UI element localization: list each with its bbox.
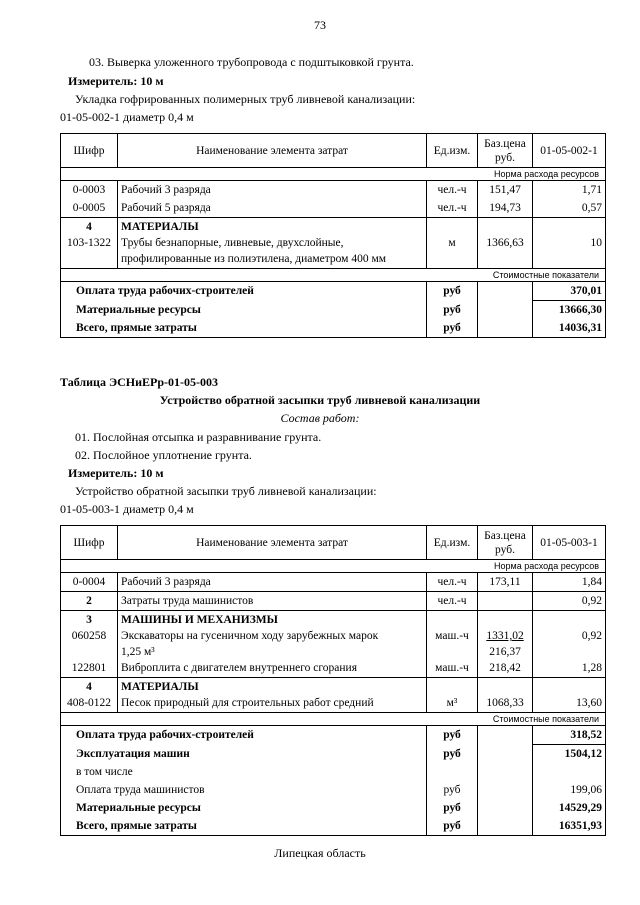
total-value: 14036,31 xyxy=(533,319,606,338)
total-unit: руб xyxy=(427,301,478,320)
header-name: Наименование элемента затрат xyxy=(118,526,427,560)
total-label: Оплата труда машинистов xyxy=(61,781,427,799)
machine-price-secondary: 216,37 xyxy=(489,646,521,658)
header-unit: Ед.изм. xyxy=(427,134,478,168)
total-label: Материальные ресурсы xyxy=(61,799,427,817)
total-row xyxy=(61,301,606,320)
row-code: 0-0005 xyxy=(61,199,118,218)
row-code: 2 xyxy=(61,592,118,611)
resource-table-2 xyxy=(60,525,606,836)
material-code: 103-1322 xyxy=(66,237,112,249)
header-code: Шифр xyxy=(61,134,118,168)
material-row xyxy=(61,218,606,269)
machine-value: 1,28 xyxy=(581,662,602,674)
header-code: Шифр xyxy=(61,526,118,560)
total-unit: руб xyxy=(427,726,478,745)
norm-label: Норма расхода ресурсов xyxy=(61,168,606,181)
row-price: 151,47 xyxy=(478,181,533,200)
norm-label: Норма расхода ресурсов xyxy=(61,560,606,573)
row-name: Рабочий 5 разряда xyxy=(118,199,427,218)
total-value: 370,01 xyxy=(533,282,606,301)
machine-name-cont: 1,25 м³ xyxy=(121,646,155,658)
machine-unit: маш.-ч xyxy=(435,662,469,674)
machine-code: 060258 xyxy=(71,630,107,642)
cost-label: Стоимостные показатели xyxy=(61,269,606,282)
total-row xyxy=(61,781,606,799)
code-line: 01-05-003-1 диаметр 0,4 м xyxy=(60,502,194,516)
total-unit: руб xyxy=(427,282,478,301)
row-price xyxy=(478,592,533,611)
total-row xyxy=(61,726,606,745)
total-unit: руб xyxy=(427,745,478,764)
group-title: МАТЕРИАЛЫ xyxy=(121,681,199,693)
material-code: 408-0122 xyxy=(66,697,112,709)
material-unit: м xyxy=(448,237,456,249)
code-line: 01-05-002-1 диаметр 0,4 м xyxy=(60,110,194,124)
header-rate: 01-05-002-1 xyxy=(533,134,606,168)
section-description: Укладка гофрированных полимерных труб ливневой канализации: xyxy=(75,92,416,106)
work-step: 02. Послойное уплотнение грунта. xyxy=(75,448,252,462)
table-row xyxy=(61,573,606,592)
machine-unit: маш.-ч xyxy=(435,630,469,642)
meter-label: Измеритель: 10 м xyxy=(68,466,164,480)
material-price: 1068,33 xyxy=(486,697,524,709)
total-row xyxy=(61,763,606,781)
total-label: Всего, прямые затраты xyxy=(61,817,427,836)
total-row xyxy=(61,799,606,817)
total-unit: руб xyxy=(427,319,478,338)
total-unit: руб xyxy=(427,781,478,799)
total-value: 318,52 xyxy=(533,726,606,745)
total-label: Оплата труда рабочих-строителей xyxy=(61,282,427,301)
header-unit: Ед.изм. xyxy=(427,526,478,560)
machine-name: Экскаваторы на гусеничном ходу зарубежных марок xyxy=(121,630,379,642)
meter-label: Измеритель: 10 м xyxy=(68,74,164,88)
total-unit: руб xyxy=(427,799,478,817)
header-price: Баз.цена руб. xyxy=(478,134,533,168)
row-unit: чел.-ч xyxy=(427,199,478,218)
row-price: 173,11 xyxy=(478,573,533,592)
row-code: 0-0003 xyxy=(61,181,118,200)
machine-code: 122801 xyxy=(71,662,107,674)
material-name: Трубы безнапорные, ливневые, двухслойные, xyxy=(121,237,344,249)
total-value: 16351,93 xyxy=(533,817,606,836)
machine-name: Виброплита с двигателем внутреннего сгорания xyxy=(121,662,357,674)
material-value: 13,60 xyxy=(576,697,602,709)
total-label: Всего, прямые затраты xyxy=(61,319,427,338)
row-code: 0-0004 xyxy=(61,573,118,592)
total-row xyxy=(61,319,606,338)
table-row xyxy=(61,199,606,218)
row-unit: чел.-ч xyxy=(427,573,478,592)
row-value: 0,92 xyxy=(533,592,606,611)
total-value: 199,06 xyxy=(533,781,606,799)
row-price: 194,73 xyxy=(478,199,533,218)
total-label: Эксплуатация машин xyxy=(61,745,427,764)
machine-price: 1331,02 xyxy=(486,630,524,642)
row-value: 1,71 xyxy=(533,181,606,200)
total-row xyxy=(61,282,606,301)
total-value: 13666,30 xyxy=(533,301,606,320)
material-price: 1366,63 xyxy=(486,237,524,249)
work-step: 01. Послойная отсыпка и разравнивание грунта. xyxy=(75,430,322,444)
total-unit: руб xyxy=(427,817,478,836)
row-unit: чел.-ч xyxy=(427,181,478,200)
resource-table-1 xyxy=(60,133,606,338)
row-value: 1,84 xyxy=(533,573,606,592)
header-name: Наименование элемента затрат xyxy=(118,134,427,168)
page-number: 73 xyxy=(314,18,326,32)
row-value: 0,57 xyxy=(533,199,606,218)
total-row xyxy=(61,745,606,764)
group-title: МАШИНЫ И МЕХАНИЗМЫ xyxy=(121,614,278,626)
material-row xyxy=(61,678,606,713)
including-label: в том числе xyxy=(61,763,427,781)
page-footer: Липецкая область xyxy=(274,846,366,860)
group-number: 3 xyxy=(86,614,92,626)
machine-price: 218,42 xyxy=(489,662,521,674)
total-value: 14529,29 xyxy=(533,799,606,817)
section-subheading: Состав работ: xyxy=(280,411,360,425)
section-heading: Устройство обратной засыпки труб ливневой канализации xyxy=(159,393,481,407)
row-unit: чел.-ч xyxy=(427,592,478,611)
group-number: 4 xyxy=(86,221,92,233)
total-label: Оплата труда рабочих-строителей xyxy=(61,726,427,745)
machines-group xyxy=(61,611,606,678)
total-row xyxy=(61,817,606,836)
material-unit: м³ xyxy=(446,697,458,709)
machine-value: 0,92 xyxy=(581,630,602,642)
work-item: 03. Выверка уложенного трубопровода с подштыковкой грунта. xyxy=(89,55,414,69)
row-name: Рабочий 3 разряда xyxy=(118,181,427,200)
group-title: МАТЕРИАЛЫ xyxy=(121,221,199,233)
total-value: 1504,12 xyxy=(533,745,606,764)
material-name-cont: профилированные из полиэтилена, диаметром 400 мм xyxy=(121,253,387,265)
row-name: Затраты труда машинистов xyxy=(118,592,427,611)
cost-label: Стоимостные показатели xyxy=(61,713,606,726)
row-name: Рабочий 3 разряда xyxy=(118,573,427,592)
header-price: Баз.цена руб. xyxy=(478,526,533,560)
material-name: Песок природный для строительных работ средний xyxy=(121,697,374,709)
header-rate: 01-05-003-1 xyxy=(533,526,606,560)
section-description: Устройство обратной засыпки труб ливневой канализации: xyxy=(75,484,377,498)
table-title: Таблица ЭСНиЕРр-01-05-003 xyxy=(60,375,219,389)
material-value: 10 xyxy=(590,237,602,249)
total-label: Материальные ресурсы xyxy=(61,301,427,320)
table-row xyxy=(61,181,606,200)
table-row xyxy=(61,592,606,611)
group-number: 4 xyxy=(86,681,92,693)
